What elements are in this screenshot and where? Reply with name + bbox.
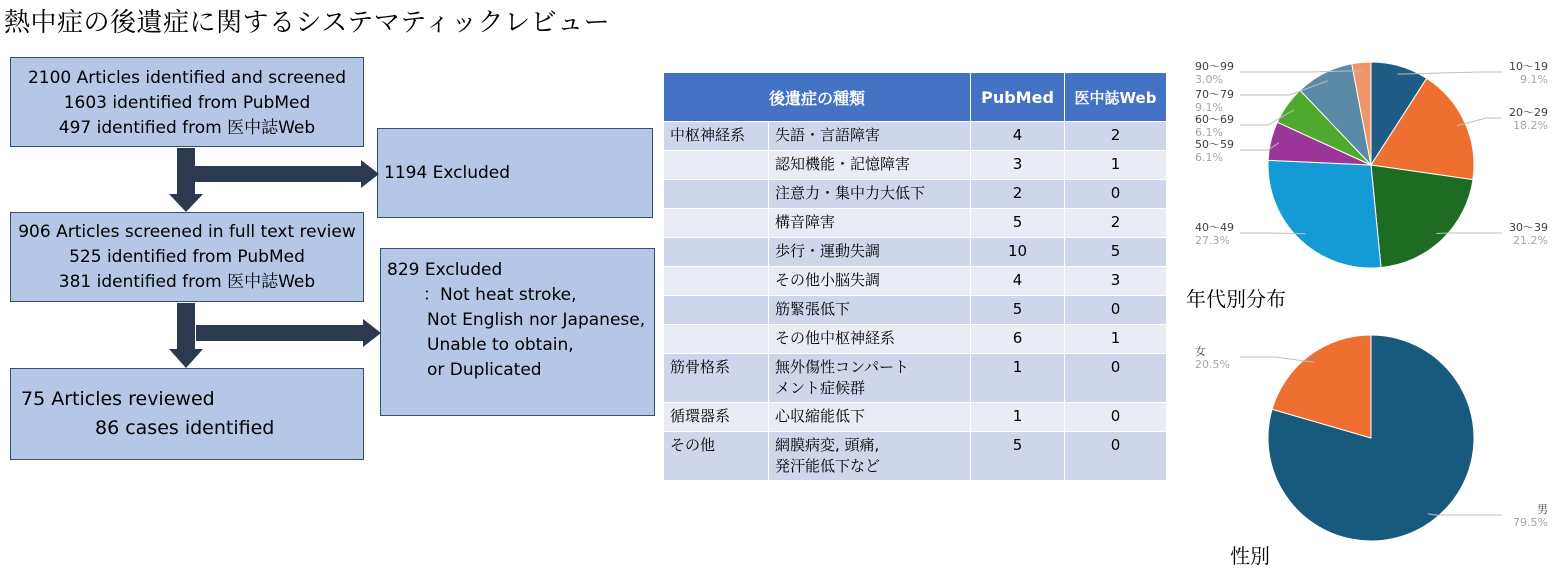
flow-box-full-text-line-1: 906 Articles screened in full text review: [18, 222, 356, 242]
down-arrow-2-shaft: [177, 303, 195, 349]
down-arrow-1-shaft: [177, 148, 195, 194]
cell-pubmed-count: 1: [971, 354, 1065, 403]
pie-leader-line: [1436, 233, 1502, 234]
right-arrow-1-shaft: [195, 166, 361, 182]
cell-ichushi-count: 1: [1065, 151, 1167, 180]
cell-category: その他: [664, 432, 769, 481]
cell-pubmed-count: 3: [971, 151, 1065, 180]
pie-category-label: 50～59: [1195, 138, 1234, 151]
cell-category: [664, 296, 769, 325]
flow-box-identified-line-3: 497 identified from 医中誌Web: [58, 118, 316, 138]
pie-percent-label: 3.0%: [1195, 73, 1223, 86]
cell-ichushi-count: 0: [1065, 180, 1167, 209]
cell-ichushi-count: 3: [1065, 267, 1167, 296]
pie-category-label: 10～19: [1509, 60, 1548, 73]
age-pie-chart: [1180, 50, 1559, 290]
cell-sequela: 筋緊張低下: [769, 296, 971, 325]
cell-category: [664, 209, 769, 238]
table-row: [664, 354, 1167, 403]
pie-category-label: 男: [1537, 503, 1548, 516]
pie-category-label: 90～99: [1195, 60, 1234, 73]
cell-sequela: 構音障害: [769, 209, 971, 238]
sex-pie-chart: [1180, 325, 1559, 550]
cell-ichushi-count: 0: [1065, 296, 1167, 325]
cell-ichushi-count: 5: [1065, 238, 1167, 267]
cell-pubmed-count: 1: [971, 403, 1065, 432]
cell-category: [664, 180, 769, 209]
header-ichushi: 医中誌Web: [1065, 73, 1167, 122]
cell-sequela: その他中枢神経系: [769, 325, 971, 354]
cell-pubmed-count: 5: [971, 432, 1065, 481]
flow-box-excluded-2-reason-1: ：Not heat stroke,: [423, 285, 577, 305]
pie-percent-label: 18.2%: [1513, 119, 1548, 132]
table-header-row: [664, 73, 1167, 122]
cell-sequela: 失語・言語障害: [769, 122, 971, 151]
pie-percent-label: 79.5%: [1513, 516, 1548, 529]
table-row: [664, 267, 1167, 296]
table-row: [664, 122, 1167, 151]
pie-percent-label: 27.3%: [1195, 234, 1230, 247]
cell-pubmed-count: 5: [971, 209, 1065, 238]
cell-sequela: 網膜病変, 頭痛, 発汗能低下など: [769, 432, 971, 481]
table-row: [664, 296, 1167, 325]
age-chart-title: 年代別分布: [1186, 287, 1286, 311]
header-sequela-type: 後遺症の種類: [664, 73, 971, 122]
table-row: [664, 432, 1167, 481]
flow-box-full-text-line-3: 381 identified from 医中誌Web: [58, 272, 316, 292]
right-arrow-2-shaft: [196, 325, 363, 341]
flow-arrows: [0, 0, 660, 470]
right-arrow-2-head: [363, 319, 381, 347]
cell-category: [664, 267, 769, 296]
pie-percent-label: 20.5%: [1195, 358, 1230, 371]
cell-category: 循環器系: [664, 403, 769, 432]
table-row: [664, 238, 1167, 267]
cell-ichushi-count: 0: [1065, 354, 1167, 403]
cell-sequela: その他小脳失調: [769, 267, 971, 296]
pie-category-label: 20～29: [1509, 106, 1548, 119]
header-pubmed: PubMed: [971, 73, 1065, 122]
table-row: [664, 209, 1167, 238]
table-row: [664, 180, 1167, 209]
cell-pubmed-count: 4: [971, 267, 1065, 296]
cell-pubmed-count: 5: [971, 296, 1065, 325]
down-arrow-1-head: [169, 194, 203, 212]
page-title: 熱中症の後遺症に関するシステマティックレビュー: [4, 8, 611, 38]
table-row: [664, 325, 1167, 354]
pie-category-label: 女: [1195, 345, 1206, 358]
cell-ichushi-count: 1: [1065, 325, 1167, 354]
right-arrow-1-head: [361, 160, 379, 188]
cell-category: [664, 151, 769, 180]
pie-slice: [1268, 160, 1381, 268]
flow-box-excluded-2-reason-2: Not English nor Japanese,: [427, 310, 646, 330]
cell-pubmed-count: 4: [971, 122, 1065, 151]
pie-percent-label: 9.1%: [1520, 73, 1548, 86]
pie-category-label: 30～39: [1509, 221, 1548, 234]
cell-sequela: 歩行・運動失調: [769, 238, 971, 267]
pie-percent-label: 21.2%: [1513, 234, 1548, 247]
down-arrow-2-head: [169, 349, 203, 368]
cell-pubmed-count: 2: [971, 180, 1065, 209]
table-row: [664, 151, 1167, 180]
cell-pubmed-count: 6: [971, 325, 1065, 354]
flow-box-identified-line-2: 1603 identified from PubMed: [63, 93, 311, 113]
cell-category: 中枢神経系: [664, 122, 769, 151]
pie-category-label: 70～79: [1195, 88, 1234, 101]
flow-box-excluded-2-title: 829 Excluded: [387, 260, 503, 280]
cell-ichushi-count: 2: [1065, 122, 1167, 151]
pie-category-label: 40～49: [1195, 221, 1234, 234]
cell-sequela: 注意力・集中力大低下: [769, 180, 971, 209]
cell-ichushi-count: 0: [1065, 403, 1167, 432]
flow-box-identified-line-1: 2100 Articles identified and screened: [27, 68, 347, 88]
pie-percent-label: 6.1%: [1195, 151, 1223, 164]
cell-category: [664, 238, 769, 267]
sex-chart-title: 性別: [1230, 544, 1270, 568]
pie-percent-label: 6.1%: [1195, 126, 1223, 139]
cell-pubmed-count: 10: [971, 238, 1065, 267]
flow-box-excluded-1-label: 1194 Excluded: [384, 163, 511, 183]
cell-sequela: 心収縮能低下: [769, 403, 971, 432]
flow-box-excluded-2-reason-3: Unable to obtain,: [427, 335, 574, 355]
cell-sequela: 認知機能・記憶障害: [769, 151, 971, 180]
cell-category: [664, 325, 769, 354]
pie-leader-line: [1240, 233, 1306, 234]
cell-ichushi-count: 2: [1065, 209, 1167, 238]
flow-box-full-text-line-2: 525 identified from PubMed: [69, 247, 305, 267]
flow-box-reviewed-line-1: 75 Articles reviewed: [21, 388, 215, 410]
flow-box-excluded-2-reason-4: or Duplicated: [427, 360, 542, 380]
table-row: [664, 403, 1167, 432]
cell-category: 筋骨格系: [664, 354, 769, 403]
pie-percent-label: 9.1%: [1195, 101, 1223, 114]
flow-box-reviewed-line-2: 86 cases identified: [95, 417, 275, 439]
cell-sequela: 無外傷性コンパート メント症候群: [769, 354, 971, 403]
cell-ichushi-count: 0: [1065, 432, 1167, 481]
pie-category-label: 60～69: [1195, 113, 1234, 126]
sequelae-table: [663, 72, 1167, 481]
pie-slice: [1371, 165, 1473, 268]
